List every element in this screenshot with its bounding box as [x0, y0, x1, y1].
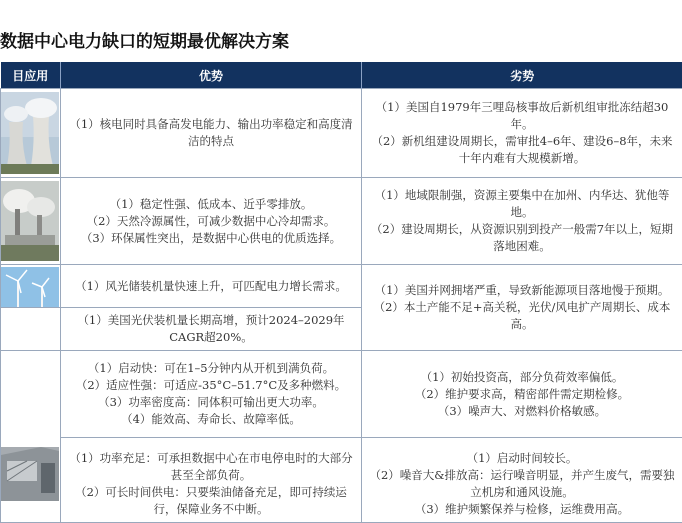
table-row: [1, 438, 682, 523]
header-disadvantages: 劣势: [362, 62, 682, 89]
header-advantages: 优势: [61, 62, 362, 89]
disadvantage-text: （1）美国并网拥堵严重，导致新能源项目落地慢于预期。: [368, 282, 676, 299]
solar-panel-photo: [1, 308, 61, 351]
advantages-cell: [61, 351, 362, 438]
disadvantage-text: （1）启动时间较长。: [368, 450, 676, 467]
disadvantages-cell: [362, 438, 682, 523]
disadvantage-text: （3）噪声大、对燃料价格敏感。: [368, 403, 676, 420]
disadvantages-cell: [362, 89, 682, 178]
disadvantage-text: （1）地域限制强，资源主要集中在加州、内华达、犹他等地。: [368, 187, 676, 221]
table-header-row: [1, 62, 682, 89]
advantage-text: （1）启动快：可在1–5分钟内从开机到满负荷。: [67, 360, 355, 377]
advantages-cell: [61, 308, 362, 351]
advantage-text: （2）可长时间供电：只要柴油储备充足，即可持续运行，保障业务不中断。: [67, 484, 355, 518]
disadvantage-text: （2）本土产能不足+高关税，光伏/风电扩产周期长、成本高。: [368, 299, 676, 333]
advantage-text: （1）核电同时具备高发电能力、输出功率稳定和高度清洁的特点: [67, 116, 355, 150]
page-title: 数据中心电力缺口的短期最优解决方案: [0, 28, 289, 56]
advantage-text: （2）天然冷源属性，可减少数据中心冷却需求。: [67, 213, 355, 230]
wind-turbine-photo: [1, 265, 61, 308]
advantage-text: （1）风光储装机量快速上升，可匹配电力增长需求。: [67, 278, 355, 295]
disadvantage-text: （1）美国自1979年三哩岛核事故后新机组审批冻结超30年。: [368, 99, 676, 133]
advantage-text: （2）适应性强：可适应-35°C–51.7°C及多种燃料。: [67, 377, 355, 394]
disadvantage-text: （2）维护要求高，精密部件需定期检修。: [368, 386, 676, 403]
disadvantage-text: （3）维护频繁保养与检修，运维费用高。: [368, 501, 676, 518]
disadvantages-cell: [362, 265, 682, 351]
advantage-text: （1）功率充足：可承担数据中心在市电停电时的大部分甚至全部负荷。: [67, 450, 355, 484]
disadvantage-text: （2）建设周期长，从资源识别到投产一般需7年以上，短期落地困难。: [368, 221, 676, 255]
advantages-cell: [61, 438, 362, 523]
header-application: 目应用: [1, 62, 61, 89]
gas-turbine-photo: [1, 351, 61, 523]
disadvantages-cell: [362, 178, 682, 265]
table-row: [1, 351, 682, 438]
advantages-cell: [61, 178, 362, 265]
advantage-text: （4）能效高、寿命长、故障率低。: [67, 411, 355, 428]
advantage-text: （3）环保属性突出，是数据中心供电的优质选择。: [67, 230, 355, 247]
solution-table: [0, 62, 682, 523]
table-row: [1, 265, 682, 308]
nuclear-plant-photo: [1, 89, 61, 178]
disadvantage-text: （1）初始投资高，部分负荷效率偏低。: [368, 369, 676, 386]
disadvantage-text: （2）噪音大&排放高：运行噪音明显，并产生废气，需要独立机房和通风设施。: [368, 467, 676, 501]
advantage-text: （3）功率密度高：同体积可输出更大功率。: [67, 394, 355, 411]
table-row: [1, 178, 682, 265]
advantage-text: （1）稳定性强、低成本、近乎零排放。: [67, 196, 355, 213]
advantages-cell: [61, 265, 362, 308]
advantages-cell: [61, 89, 362, 178]
disadvantage-text: （2）新机组建设周期长，需审批4–6年、建设6–8年，未来十年内难有大规模新增。: [368, 133, 676, 167]
disadvantages-cell: [362, 351, 682, 438]
gas-plant-photo: [1, 178, 61, 265]
table-row: [1, 89, 682, 178]
advantage-text: （1）美国光伏装机量长期高增，预计2024–2029年CAGR超20%。: [67, 312, 355, 346]
